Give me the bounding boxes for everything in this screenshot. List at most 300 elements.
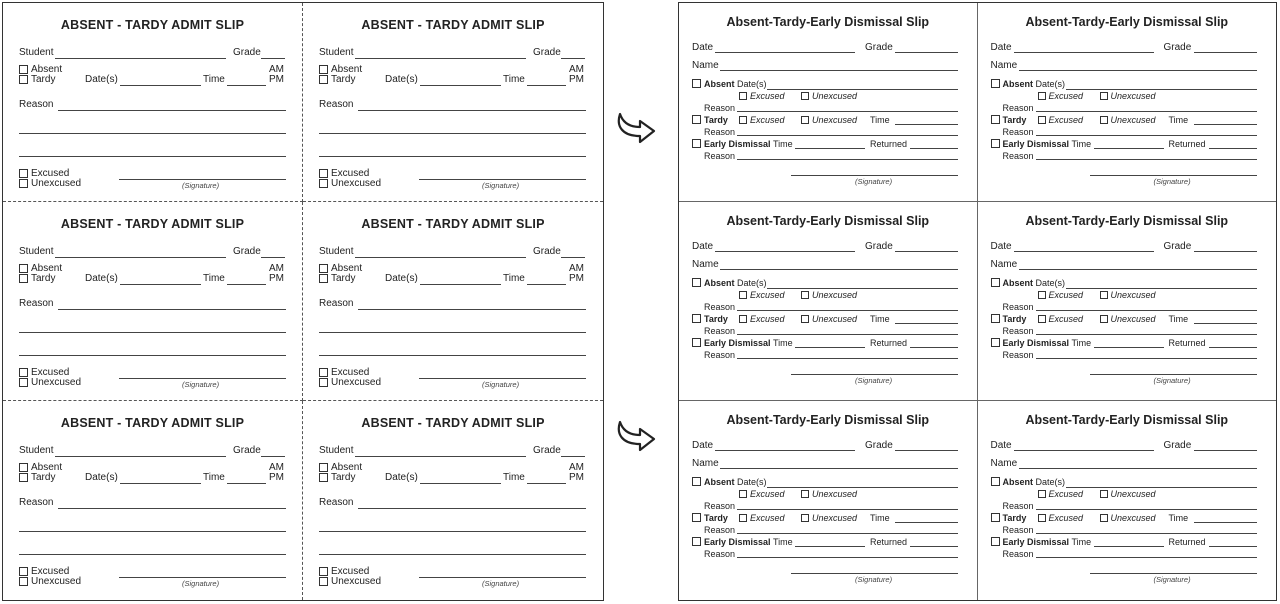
dismissal-slip bbox=[978, 202, 1277, 401]
grade-field[interactable] bbox=[895, 450, 958, 451]
reason-label: Reason bbox=[319, 497, 354, 508]
dates-field[interactable] bbox=[120, 85, 201, 86]
reason-line[interactable] bbox=[19, 332, 286, 333]
reason-label: Reason bbox=[704, 103, 736, 113]
returned-label: Returned bbox=[1168, 139, 1206, 149]
absent-excused-checkbox[interactable] bbox=[1038, 92, 1046, 100]
signature-label: (Signature) bbox=[1153, 177, 1191, 186]
reason-label: Reason bbox=[704, 350, 736, 360]
dismissal-time-field[interactable] bbox=[1094, 546, 1164, 547]
time-label: Time bbox=[503, 273, 525, 284]
signature-label: (Signature) bbox=[482, 181, 520, 190]
reason-field[interactable] bbox=[1036, 509, 1257, 510]
name-label: Name bbox=[990, 458, 1018, 469]
tardy-checkbox[interactable] bbox=[19, 473, 28, 482]
excused-checkbox[interactable] bbox=[319, 169, 328, 178]
early-dismissal-checkbox[interactable] bbox=[991, 537, 1000, 546]
unexcused-label: Unexcused bbox=[1110, 513, 1156, 523]
absent-checkbox[interactable] bbox=[19, 463, 28, 472]
reason-field[interactable] bbox=[58, 309, 286, 310]
early-dismissal-label: Early Dismissal bbox=[704, 139, 771, 149]
tardy-excused-checkbox[interactable] bbox=[739, 315, 747, 323]
absent-checkbox[interactable] bbox=[692, 278, 701, 287]
absent-checkbox[interactable] bbox=[692, 79, 701, 88]
excused-label: Excused bbox=[31, 168, 70, 179]
signature-line[interactable] bbox=[791, 573, 958, 574]
reason-field[interactable] bbox=[737, 310, 958, 311]
reason-line[interactable] bbox=[319, 133, 586, 134]
excused-label: Excused bbox=[750, 115, 785, 125]
grade-field[interactable] bbox=[561, 58, 585, 59]
tardy-excused-checkbox[interactable] bbox=[1038, 315, 1046, 323]
slip-title: Absent-Tardy-Early Dismissal Slip bbox=[726, 15, 930, 29]
grade-field[interactable] bbox=[1194, 52, 1257, 53]
signature-line[interactable] bbox=[119, 378, 286, 379]
admit-slip bbox=[303, 3, 603, 202]
time-field[interactable] bbox=[527, 85, 566, 86]
time-field[interactable] bbox=[227, 483, 266, 484]
name-field[interactable] bbox=[1019, 70, 1257, 71]
tardy-checkbox[interactable] bbox=[692, 115, 701, 124]
unexcused-checkbox[interactable] bbox=[19, 577, 28, 586]
excused-checkbox[interactable] bbox=[19, 368, 28, 377]
excused-checkbox[interactable] bbox=[19, 169, 28, 178]
date-field[interactable] bbox=[1014, 450, 1154, 451]
reason-line[interactable] bbox=[319, 355, 586, 356]
dates-label: Date(s) bbox=[85, 74, 118, 85]
reason-field[interactable] bbox=[358, 508, 586, 509]
pm-label: PM bbox=[569, 273, 584, 284]
absent-label: Absent bbox=[1002, 477, 1034, 487]
student-field[interactable] bbox=[55, 257, 226, 258]
grade-field[interactable] bbox=[261, 58, 285, 59]
dismissal-slip-sheet bbox=[678, 2, 1277, 601]
tardy-checkbox[interactable] bbox=[19, 75, 28, 84]
tardy-label: Tardy bbox=[331, 273, 356, 284]
student-field[interactable] bbox=[355, 456, 526, 457]
tardy-checkbox[interactable] bbox=[991, 314, 1000, 323]
dismissal-time-field[interactable] bbox=[795, 347, 865, 348]
absent-unexcused-checkbox[interactable] bbox=[1100, 291, 1108, 299]
tardy-checkbox[interactable] bbox=[19, 274, 28, 283]
reason-field[interactable] bbox=[1036, 111, 1257, 112]
tardy-checkbox[interactable] bbox=[319, 473, 328, 482]
unexcused-label: Unexcused bbox=[31, 377, 82, 388]
reason-label: Reason bbox=[19, 99, 54, 110]
reason-field[interactable] bbox=[737, 334, 958, 335]
reason-field[interactable] bbox=[358, 110, 586, 111]
tardy-checkbox[interactable] bbox=[319, 75, 328, 84]
excused-label: Excused bbox=[750, 314, 785, 324]
dates-field[interactable] bbox=[1066, 89, 1257, 90]
returned-field[interactable] bbox=[910, 148, 958, 149]
reason-field[interactable] bbox=[737, 111, 958, 112]
grade-label: Grade bbox=[533, 445, 561, 456]
time-label: Time bbox=[1071, 537, 1092, 547]
date-label: Date bbox=[692, 440, 714, 451]
absent-label: Absent bbox=[31, 462, 63, 473]
unexcused-checkbox[interactable] bbox=[19, 179, 28, 188]
excused-checkbox[interactable] bbox=[19, 567, 28, 576]
grade-label: Grade bbox=[865, 241, 893, 252]
absent-checkbox[interactable] bbox=[991, 278, 1000, 287]
grade-field[interactable] bbox=[1194, 450, 1257, 451]
reason-label: Reason bbox=[319, 99, 354, 110]
reason-line[interactable] bbox=[319, 554, 586, 555]
grade-label: Grade bbox=[233, 47, 261, 58]
reason-field[interactable] bbox=[737, 533, 958, 534]
date-field[interactable] bbox=[715, 52, 855, 53]
student-label: Student bbox=[319, 445, 354, 456]
reason-field[interactable] bbox=[737, 159, 958, 160]
unexcused-checkbox[interactable] bbox=[19, 378, 28, 387]
dates-label: Date(s) bbox=[737, 79, 767, 89]
dates-label: Date(s) bbox=[385, 74, 418, 85]
absent-label: Absent bbox=[704, 278, 735, 288]
early-dismissal-label: Early Dismissal bbox=[1002, 139, 1070, 149]
excused-label: Excused bbox=[750, 290, 785, 300]
slip-title: Absent-Tardy-Early Dismissal Slip bbox=[1025, 15, 1229, 29]
time-field[interactable] bbox=[227, 284, 266, 285]
unexcused-label: Unexcused bbox=[812, 290, 858, 300]
early-dismissal-label: Early Dismissal bbox=[1002, 338, 1070, 348]
dates-field[interactable] bbox=[767, 288, 958, 289]
reason-field[interactable] bbox=[358, 309, 586, 310]
absent-unexcused-checkbox[interactable] bbox=[801, 291, 809, 299]
pm-label: PM bbox=[269, 74, 284, 85]
unexcused-checkbox[interactable] bbox=[319, 577, 328, 586]
tardy-label: Tardy bbox=[1002, 115, 1027, 125]
student-field[interactable] bbox=[355, 58, 526, 59]
dates-field[interactable] bbox=[420, 85, 501, 86]
dismissal-time-field[interactable] bbox=[795, 546, 865, 547]
admit-slip bbox=[3, 202, 303, 401]
name-label: Name bbox=[692, 60, 719, 71]
signature-line[interactable] bbox=[119, 179, 286, 180]
dates-field[interactable] bbox=[1066, 288, 1257, 289]
grade-label: Grade bbox=[865, 440, 893, 451]
excused-label: Excused bbox=[750, 513, 785, 523]
returned-field[interactable] bbox=[910, 546, 958, 547]
absent-label: Absent bbox=[31, 263, 63, 274]
tardy-unexcused-checkbox[interactable] bbox=[1100, 514, 1108, 522]
dates-field[interactable] bbox=[420, 483, 501, 484]
returned-field[interactable] bbox=[1209, 347, 1257, 348]
unexcused-label: Unexcused bbox=[331, 377, 382, 388]
signature-line[interactable] bbox=[791, 374, 958, 375]
grade-field[interactable] bbox=[561, 456, 585, 457]
absent-excused-checkbox[interactable] bbox=[1038, 490, 1046, 498]
unexcused-checkbox[interactable] bbox=[319, 378, 328, 387]
absent-label: Absent bbox=[331, 263, 363, 274]
student-field[interactable] bbox=[355, 257, 526, 258]
dates-field[interactable] bbox=[767, 89, 958, 90]
signature-label: (Signature) bbox=[482, 380, 520, 389]
time-field[interactable] bbox=[227, 85, 266, 86]
reason-line[interactable] bbox=[319, 156, 586, 157]
absent-checkbox[interactable] bbox=[319, 65, 328, 74]
absent-checkbox[interactable] bbox=[319, 264, 328, 273]
dismissal-time-field[interactable] bbox=[1094, 347, 1164, 348]
name-field[interactable] bbox=[720, 269, 958, 270]
tardy-unexcused-checkbox[interactable] bbox=[801, 116, 809, 124]
reason-field[interactable] bbox=[1036, 334, 1257, 335]
reason-field[interactable] bbox=[58, 110, 286, 111]
name-field[interactable] bbox=[720, 70, 958, 71]
name-field[interactable] bbox=[1019, 269, 1257, 270]
reason-label: Reason bbox=[704, 549, 736, 559]
absent-checkbox[interactable] bbox=[19, 65, 28, 74]
date-label: Date bbox=[692, 241, 714, 252]
tardy-checkbox[interactable] bbox=[991, 513, 1000, 522]
student-label: Student bbox=[319, 246, 354, 257]
signature-line[interactable] bbox=[1090, 374, 1257, 375]
tardy-label: Tardy bbox=[31, 472, 56, 483]
tardy-time-field[interactable] bbox=[895, 522, 958, 523]
tardy-unexcused-checkbox[interactable] bbox=[801, 514, 809, 522]
excused-checkbox[interactable] bbox=[319, 567, 328, 576]
date-field[interactable] bbox=[1014, 52, 1154, 53]
excused-checkbox[interactable] bbox=[319, 368, 328, 377]
tardy-unexcused-checkbox[interactable] bbox=[1100, 315, 1108, 323]
time-field[interactable] bbox=[527, 284, 566, 285]
absent-excused-checkbox[interactable] bbox=[1038, 291, 1046, 299]
time-label: Time bbox=[203, 273, 225, 284]
signature-line[interactable] bbox=[119, 577, 286, 578]
dates-label: Date(s) bbox=[385, 273, 418, 284]
early-dismissal-checkbox[interactable] bbox=[692, 338, 701, 347]
dates-field[interactable] bbox=[767, 487, 958, 488]
slip-title: Absent-Tardy-Early Dismissal Slip bbox=[1025, 413, 1229, 427]
early-dismissal-checkbox[interactable] bbox=[991, 139, 1000, 148]
absent-checkbox[interactable] bbox=[991, 477, 1000, 486]
tardy-time-field[interactable] bbox=[1194, 323, 1257, 324]
tardy-excused-checkbox[interactable] bbox=[1038, 514, 1046, 522]
time-label: Time bbox=[773, 338, 793, 348]
grade-field[interactable] bbox=[895, 52, 958, 53]
tardy-excused-checkbox[interactable] bbox=[1038, 116, 1046, 124]
reason-label: Reason bbox=[1002, 151, 1034, 161]
dates-label: Date(s) bbox=[1035, 477, 1066, 487]
excused-label: Excused bbox=[331, 566, 370, 577]
student-field[interactable] bbox=[55, 456, 226, 457]
reason-line[interactable] bbox=[319, 332, 586, 333]
grade-field[interactable] bbox=[1194, 251, 1257, 252]
tardy-checkbox[interactable] bbox=[991, 115, 1000, 124]
excused-label: Excused bbox=[31, 367, 70, 378]
student-label: Student bbox=[19, 445, 54, 456]
reason-line[interactable] bbox=[319, 531, 586, 532]
signature-line[interactable] bbox=[419, 179, 586, 180]
tardy-time-field[interactable] bbox=[1194, 124, 1257, 125]
returned-field[interactable] bbox=[910, 347, 958, 348]
reason-label: Reason bbox=[704, 127, 736, 137]
tardy-unexcused-checkbox[interactable] bbox=[801, 315, 809, 323]
reason-line[interactable] bbox=[19, 531, 286, 532]
reason-field[interactable] bbox=[1036, 159, 1257, 160]
reason-field[interactable] bbox=[1036, 533, 1257, 534]
signature-label: (Signature) bbox=[182, 579, 220, 588]
absent-excused-checkbox[interactable] bbox=[739, 92, 747, 100]
name-label: Name bbox=[692, 259, 719, 270]
tardy-time-field[interactable] bbox=[895, 323, 958, 324]
absent-unexcused-checkbox[interactable] bbox=[801, 490, 809, 498]
time-label: Time bbox=[203, 74, 225, 85]
grade-label: Grade bbox=[533, 246, 561, 257]
name-field[interactable] bbox=[1019, 468, 1257, 469]
name-label: Name bbox=[692, 458, 719, 469]
unexcused-label: Unexcused bbox=[812, 91, 858, 101]
signature-label: (Signature) bbox=[482, 579, 520, 588]
am-label: AM bbox=[569, 263, 584, 274]
reason-label: Reason bbox=[1002, 326, 1034, 336]
absent-excused-checkbox[interactable] bbox=[739, 490, 747, 498]
grade-field[interactable] bbox=[561, 257, 585, 258]
curved-arrow-right-icon bbox=[614, 418, 662, 454]
dates-field[interactable] bbox=[420, 284, 501, 285]
grade-field[interactable] bbox=[895, 251, 958, 252]
absent-unexcused-checkbox[interactable] bbox=[1100, 490, 1108, 498]
admit-slip-sheet bbox=[2, 2, 604, 601]
signature-label: (Signature) bbox=[855, 575, 893, 584]
grade-label: Grade bbox=[1163, 42, 1192, 53]
early-dismissal-label: Early Dismissal bbox=[704, 338, 771, 348]
absent-excused-checkbox[interactable] bbox=[739, 291, 747, 299]
returned-label: Returned bbox=[1168, 537, 1206, 547]
signature-line[interactable] bbox=[419, 378, 586, 379]
reason-field[interactable] bbox=[737, 358, 958, 359]
dismissal-slip bbox=[978, 401, 1277, 600]
signature-line[interactable] bbox=[1090, 175, 1257, 176]
signature-label: (Signature) bbox=[1153, 376, 1191, 385]
reason-field[interactable] bbox=[737, 509, 958, 510]
tardy-time-field[interactable] bbox=[1194, 522, 1257, 523]
absent-checkbox[interactable] bbox=[692, 477, 701, 486]
reason-label: Reason bbox=[1002, 127, 1034, 137]
reason-label: Reason bbox=[319, 298, 354, 309]
date-field[interactable] bbox=[715, 450, 855, 451]
reason-field[interactable] bbox=[1036, 310, 1257, 311]
tardy-unexcused-checkbox[interactable] bbox=[1100, 116, 1108, 124]
reason-line[interactable] bbox=[19, 355, 286, 356]
student-field[interactable] bbox=[55, 58, 226, 59]
tardy-label: Tardy bbox=[704, 115, 728, 125]
reason-label: Reason bbox=[1002, 549, 1034, 559]
grade-field[interactable] bbox=[261, 257, 285, 258]
slip-title: Absent-Tardy-Early Dismissal Slip bbox=[1025, 214, 1229, 228]
absent-checkbox[interactable] bbox=[991, 79, 1000, 88]
dates-field[interactable] bbox=[120, 284, 201, 285]
slip-title: Absent-Tardy-Early Dismissal Slip bbox=[726, 214, 930, 228]
early-dismissal-checkbox[interactable] bbox=[692, 537, 701, 546]
time-label: Time bbox=[773, 139, 793, 149]
name-field[interactable] bbox=[720, 468, 958, 469]
signature-line[interactable] bbox=[791, 175, 958, 176]
pm-label: PM bbox=[269, 273, 284, 284]
tardy-label: Tardy bbox=[331, 472, 356, 483]
dates-field[interactable] bbox=[120, 483, 201, 484]
date-label: Date bbox=[990, 241, 1012, 252]
date-label: Date bbox=[990, 440, 1012, 451]
name-label: Name bbox=[990, 259, 1018, 270]
student-label: Student bbox=[19, 47, 54, 58]
dismissal-time-field[interactable] bbox=[1094, 148, 1164, 149]
date-field[interactable] bbox=[715, 251, 855, 252]
tardy-excused-checkbox[interactable] bbox=[739, 116, 747, 124]
tardy-time-field[interactable] bbox=[895, 124, 958, 125]
unexcused-label: Unexcused bbox=[31, 576, 82, 587]
tardy-checkbox[interactable] bbox=[692, 513, 701, 522]
early-dismissal-checkbox[interactable] bbox=[991, 338, 1000, 347]
curved-arrow-right-icon bbox=[614, 110, 662, 146]
reason-field[interactable] bbox=[737, 135, 958, 136]
absent-checkbox[interactable] bbox=[19, 264, 28, 273]
absent-unexcused-checkbox[interactable] bbox=[1100, 92, 1108, 100]
excused-label: Excused bbox=[331, 367, 370, 378]
returned-field[interactable] bbox=[1209, 148, 1257, 149]
unexcused-checkbox[interactable] bbox=[319, 179, 328, 188]
slip-title: ABSENT - TARDY ADMIT SLIP bbox=[361, 416, 545, 430]
time-label: Time bbox=[870, 513, 890, 523]
reason-label: Reason bbox=[704, 302, 736, 312]
time-field[interactable] bbox=[527, 483, 566, 484]
date-field[interactable] bbox=[1014, 251, 1154, 252]
reason-field[interactable] bbox=[1036, 135, 1257, 136]
absent-unexcused-checkbox[interactable] bbox=[801, 92, 809, 100]
signature-label: (Signature) bbox=[855, 376, 893, 385]
signature-line[interactable] bbox=[419, 577, 586, 578]
absent-checkbox[interactable] bbox=[319, 463, 328, 472]
unexcused-label: Unexcused bbox=[31, 178, 82, 189]
early-dismissal-label: Early Dismissal bbox=[1002, 537, 1070, 547]
reason-field[interactable] bbox=[58, 508, 286, 509]
dates-field[interactable] bbox=[1066, 487, 1257, 488]
time-label: Time bbox=[1168, 314, 1189, 324]
unexcused-label: Unexcused bbox=[1110, 290, 1156, 300]
reason-field[interactable] bbox=[737, 557, 958, 558]
tardy-checkbox[interactable] bbox=[319, 274, 328, 283]
name-label: Name bbox=[990, 60, 1018, 71]
dates-label: Date(s) bbox=[1035, 79, 1066, 89]
reason-field[interactable] bbox=[1036, 358, 1257, 359]
slip-title: ABSENT - TARDY ADMIT SLIP bbox=[60, 416, 245, 430]
signature-line[interactable] bbox=[1090, 573, 1257, 574]
dismissal-slip bbox=[679, 3, 978, 202]
slip-title: ABSENT - TARDY ADMIT SLIP bbox=[361, 18, 545, 32]
student-label: Student bbox=[19, 246, 54, 257]
reason-field[interactable] bbox=[1036, 557, 1257, 558]
unexcused-label: Unexcused bbox=[331, 576, 382, 587]
reason-label: Reason bbox=[704, 501, 736, 511]
grade-label: Grade bbox=[233, 445, 261, 456]
grade-field[interactable] bbox=[261, 456, 285, 457]
time-label: Time bbox=[203, 472, 225, 483]
reason-line[interactable] bbox=[19, 133, 286, 134]
tardy-checkbox[interactable] bbox=[692, 314, 701, 323]
reason-label: Reason bbox=[1002, 501, 1034, 511]
tardy-excused-checkbox[interactable] bbox=[739, 514, 747, 522]
reason-label: Reason bbox=[1002, 103, 1034, 113]
early-dismissal-checkbox[interactable] bbox=[692, 139, 701, 148]
dates-label: Date(s) bbox=[1035, 278, 1066, 288]
tardy-label: Tardy bbox=[31, 74, 56, 85]
reason-label: Reason bbox=[704, 525, 736, 535]
reason-label: Reason bbox=[19, 497, 54, 508]
reason-line[interactable] bbox=[19, 156, 286, 157]
dismissal-time-field[interactable] bbox=[795, 148, 865, 149]
returned-field[interactable] bbox=[1209, 546, 1257, 547]
reason-line[interactable] bbox=[19, 554, 286, 555]
